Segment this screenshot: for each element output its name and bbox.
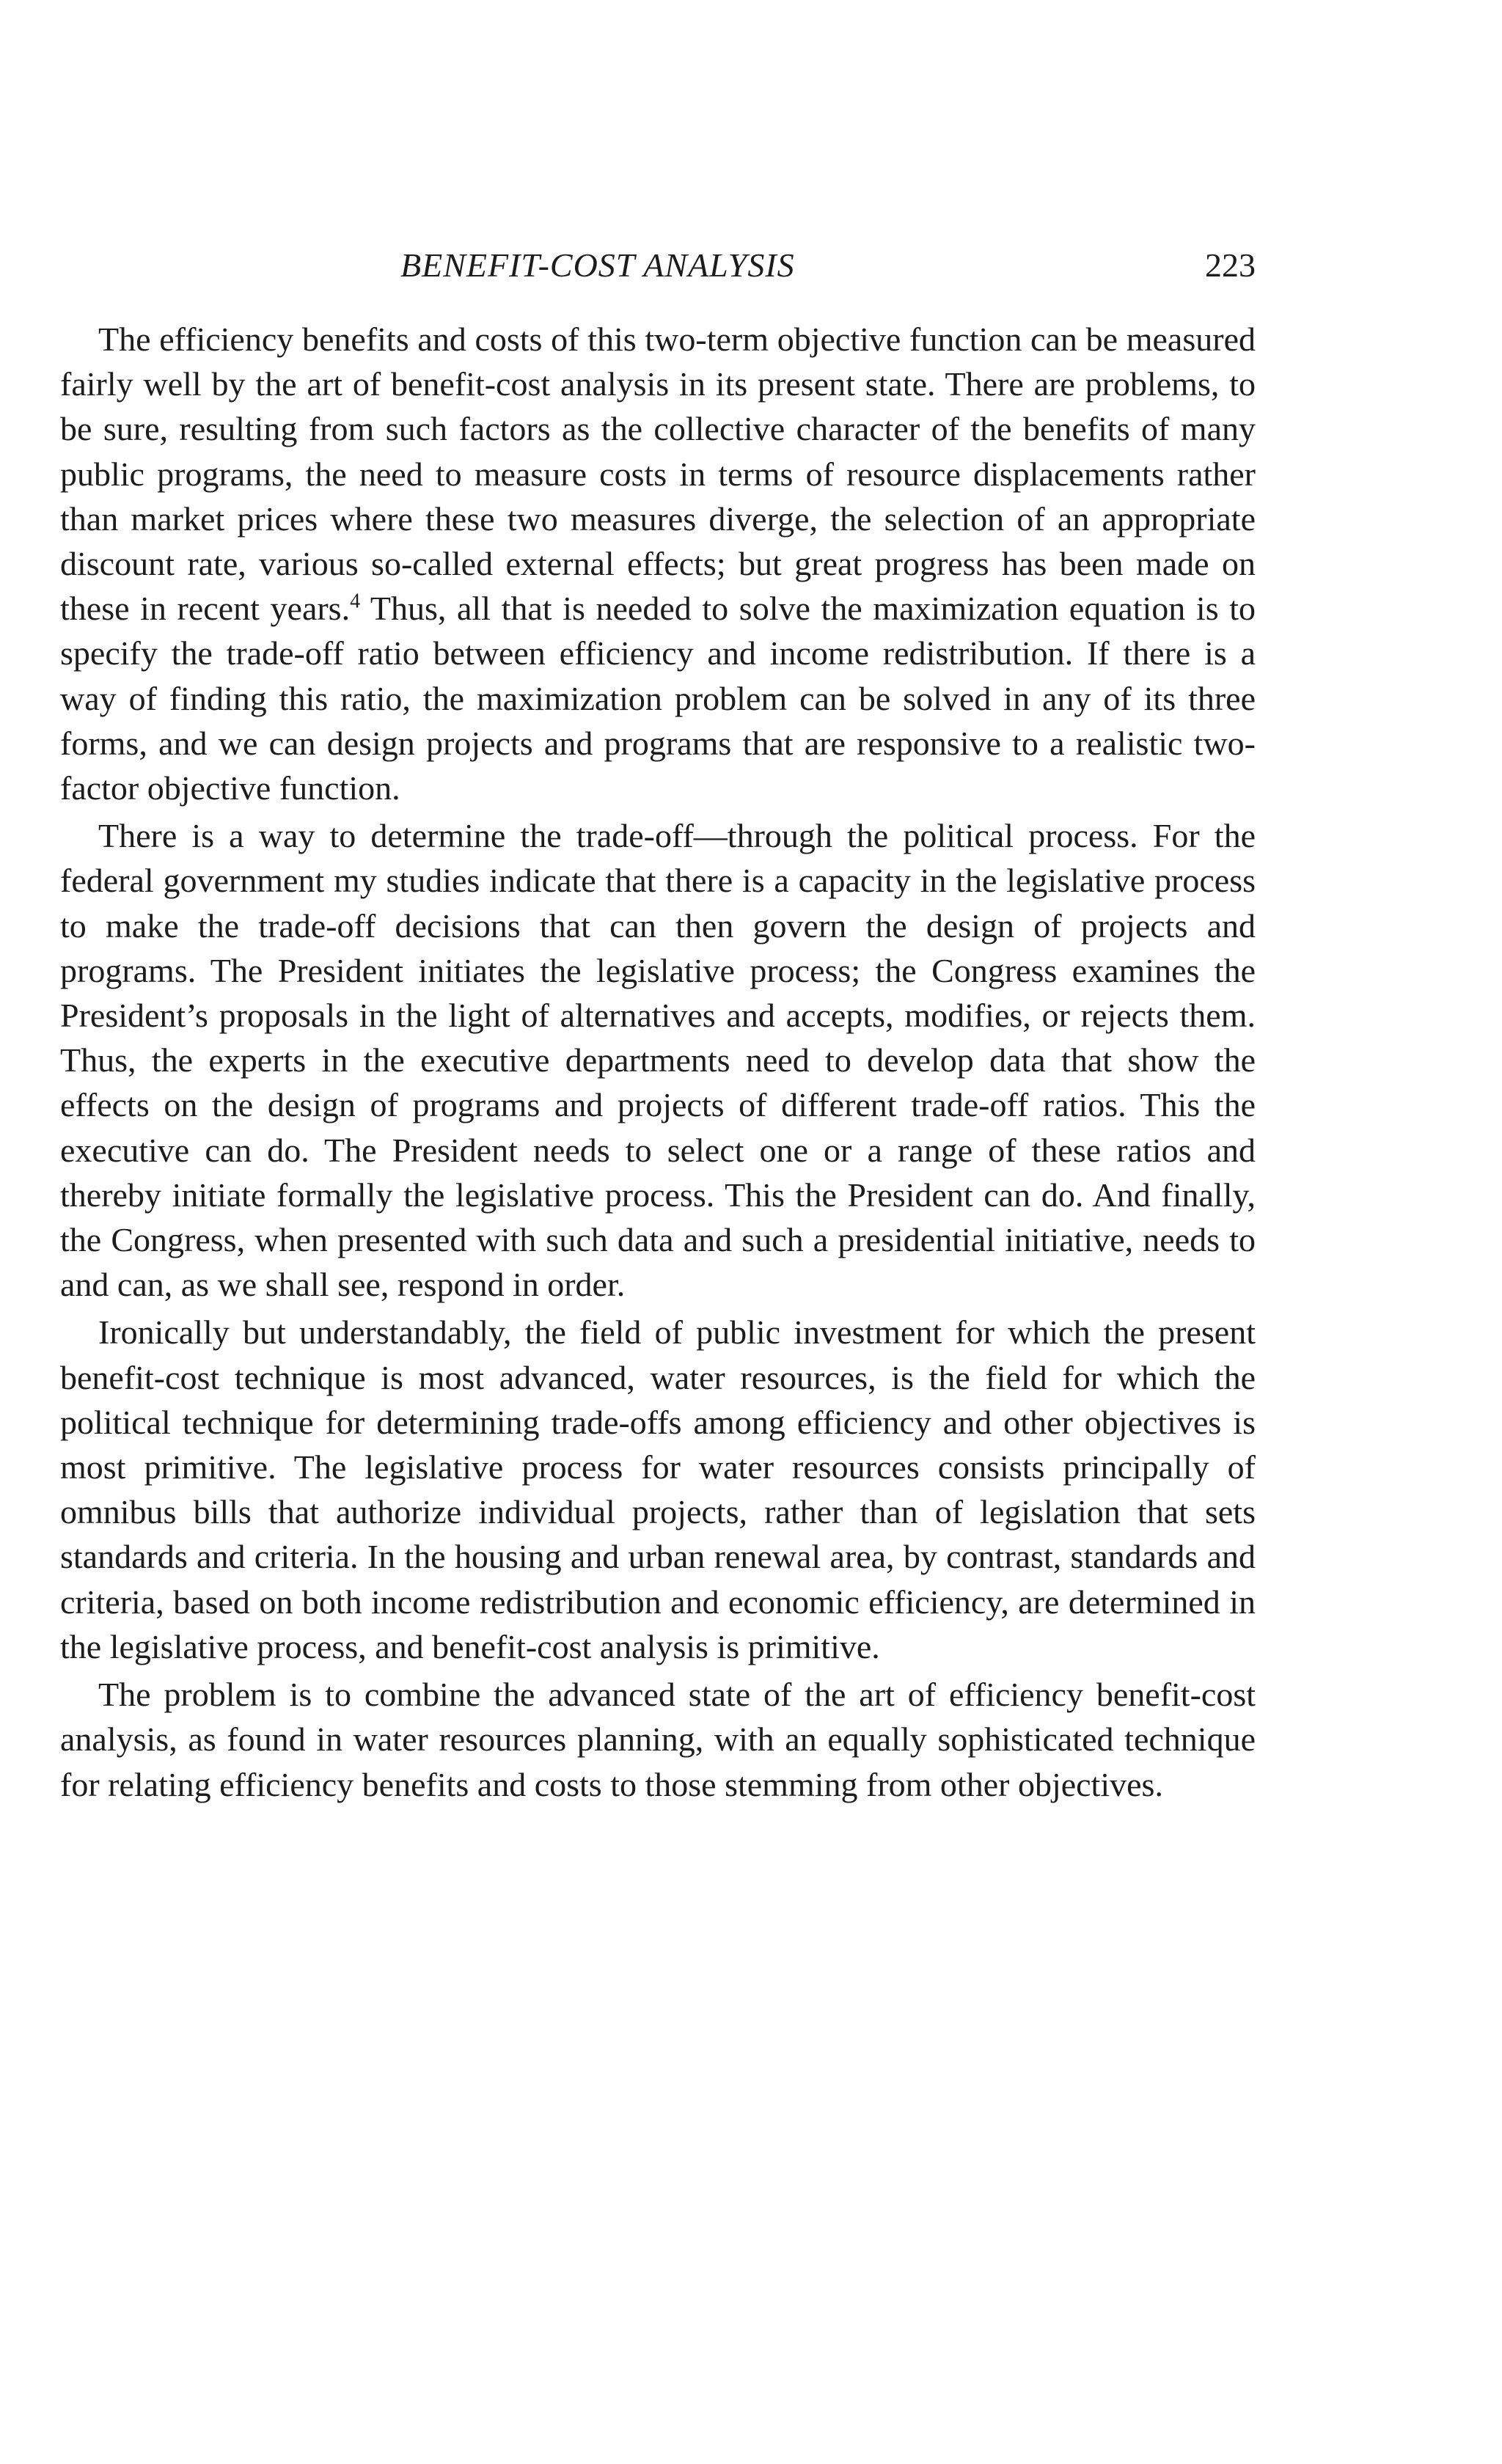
footnote-reference: 4 [350,590,361,613]
paragraph-2: There is a way to determine the trade-off—through the political process. For the federal government my studies indicate that there is a capacity in the legislative process to make the trade-off decisions that can then govern the design of projects and programs. The President initiates the legislative process; the Congress examines the President’s proposals in the light of alternatives and accepts, modifies, or rejects them. Thus, the experts in the executive departments need to develop data that show the effects on the design of programs and projects of different trade-off ratios. This the executive can do. The President needs to select one or a range of these ratios and thereby initiate formally the legislative process. This the President can do. And finally, the Congress, when presented with such data and such a presidential initiative, needs to and can, as we shall see, respond in order. [60,817,1256,1304]
body-text [60,317,1256,1810]
paragraph-4: The problem is to combine the advanced state of the art of efficiency benefit-cost analysis, as found in water resources planning, with an equally sophisticated technique for relating efficiency benefits and costs to those stemming from other objectives. [60,1676,1256,1803]
paragraph-1-text-after-note: Thus, all that is needed to solve the maximization equation is to specify the trade-off ratio between efficiency and income redistribution. If there is a way of finding this ratio, the maximization problem can be solved in any of its three forms, and we can design projects and programs that are responsive to a realistic two-factor objective function. [60,590,1256,807]
running-head [0,243,1256,287]
paragraph-1-text-before-note: The efficiency benefits and costs of this two-term objective function can be measured fairly well by the art of benefit-cost analysis in its present state. There are problems, to be sure, resulting from such factors as the collective character of the benefits of many public programs, the need to measure costs in terms of resource displacements rather than market prices where these two measures diverge, the selection of an appropriate discount rate, various so-called external effects; but great progress has been made on these in recent years. [60,320,1256,628]
paragraph-3: Ironically but understandably, the field of public investment for which the present benefit-cost technique is most advanced, water resources, is the field for which the political technique for determining trade-offs among efficiency and other objectives is most primitive. The legislative process for water resources consists principally of omnibus bills that authorize individual projects, rather than of legislation that sets standards and criteria. In the housing and urban renewal area, by contrast, standards and criteria, based on both income redistribution and economic efficiency, are determined in the legislative process, and benefit-cost analysis is primitive. [60,1313,1256,1665]
paragraph-1 [60,317,1256,810]
page-number: 223 [1205,246,1256,284]
running-title: BENEFIT-COST ANALYSIS [400,246,795,284]
